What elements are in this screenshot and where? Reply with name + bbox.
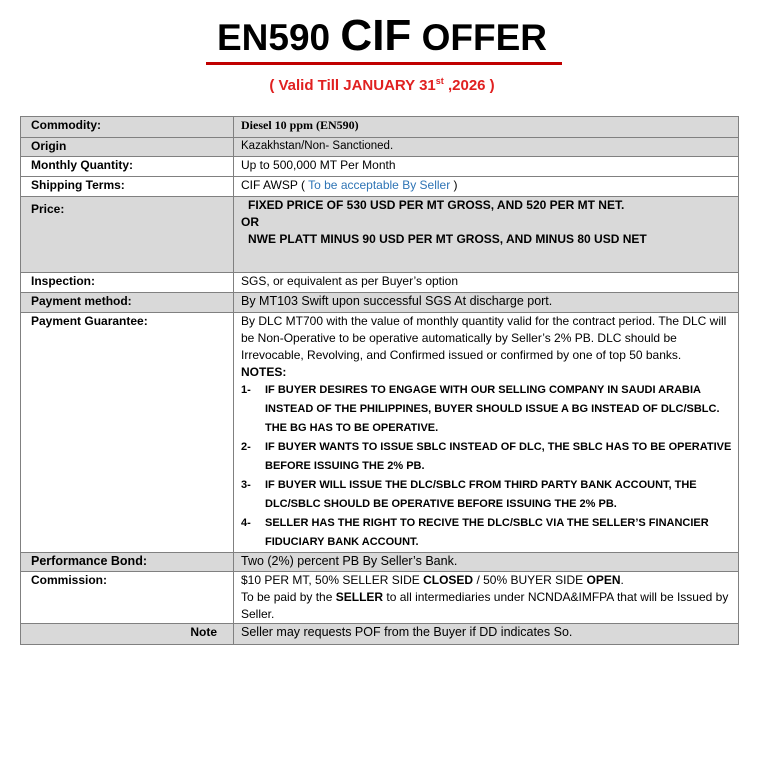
title-part-en590: EN590 bbox=[217, 17, 341, 58]
value-note: Seller may requests POF from the Buyer if DD indicates So. bbox=[234, 624, 739, 645]
note-text: IF BUYER WANTS TO ISSUE SBLC INSTEAD OF DLC, THE SBLC HAS TO BE OPERATIVE BEFORE ISSUING THE 2% PB. bbox=[265, 441, 732, 472]
label-payment-method: Payment method: bbox=[21, 293, 234, 313]
price-line-fixed: FIXED PRICE OF 530 USD PER MT GROSS, AND 520 PER MT NET. bbox=[248, 198, 625, 212]
commission-payer: SELLER bbox=[335, 590, 384, 604]
notes-heading: NOTES: bbox=[241, 365, 287, 379]
value-commission bbox=[234, 572, 739, 624]
row-monthly-quantity bbox=[21, 157, 739, 177]
label-price: Price: bbox=[21, 197, 234, 273]
label-commodity: Commodity: bbox=[21, 117, 234, 138]
row-commission bbox=[21, 572, 739, 624]
note-item bbox=[241, 514, 732, 552]
note-text: SELLER HAS THE RIGHT TO RECIVE THE DLC/SBLC VIA THE SELLER’S FINANCIER FIDUCIARY BANK ACCOUNT. bbox=[265, 517, 709, 548]
label-inspection: Inspection: bbox=[21, 273, 234, 293]
payment-guarantee-text: By DLC MT700 with the value of monthly quantity valid for the contract period. The DLC will be Non-Operative to be operative automatically by Seller’s 2% PB. DLC should be Irrevocable, Revolving, and Confirmed issued or confirmed by one of top 50 banks. bbox=[241, 314, 727, 362]
note-number: 4- bbox=[241, 517, 251, 529]
label-shipping-terms: Shipping Terms: bbox=[21, 177, 234, 197]
note-number: 3- bbox=[241, 479, 251, 491]
row-shipping-terms bbox=[21, 177, 739, 197]
price-line-platt: NWE PLATT MINUS 90 USD PER MT GROSS, AND MINUS 80 USD NET bbox=[248, 232, 647, 246]
row-inspection bbox=[21, 273, 739, 293]
value-price bbox=[234, 197, 739, 273]
offer-table bbox=[20, 116, 739, 645]
note-item bbox=[241, 438, 732, 476]
value-shipping-terms bbox=[234, 177, 739, 197]
validity-text: ( Valid Till JANUARY 31 bbox=[269, 77, 436, 94]
commission-payment-terms: to all intermediaries under NCNDA&IMFPA that will be Issued by Seller. bbox=[241, 590, 729, 621]
commission-line-payment bbox=[241, 589, 732, 623]
title-part-cif: CIF bbox=[340, 11, 412, 60]
row-performance-bond bbox=[21, 553, 739, 572]
commission-payment-text: To be paid by the bbox=[241, 590, 336, 604]
shipping-terms-prefix: CIF AWSP ( bbox=[241, 178, 309, 192]
row-payment-method bbox=[21, 293, 739, 313]
row-commodity bbox=[21, 117, 739, 138]
value-origin: Kazakhstan/Non- Sanctioned. bbox=[234, 138, 739, 157]
validity-ordinal: st bbox=[435, 76, 444, 86]
row-payment-guarantee bbox=[21, 313, 739, 553]
note-item bbox=[241, 381, 732, 438]
notes-list bbox=[241, 381, 732, 552]
commission-split-text: $10 PER MT, 50% SELLER SIDE bbox=[241, 573, 424, 587]
row-note bbox=[21, 624, 739, 645]
value-payment-guarantee bbox=[234, 313, 739, 553]
label-origin: Origin bbox=[21, 138, 234, 157]
title-part-offer: OFFER bbox=[411, 17, 547, 58]
value-monthly-quantity: Up to 500,000 MT Per Month bbox=[234, 157, 739, 177]
page-title bbox=[0, 11, 764, 60]
value-inspection: SGS, or equivalent as per Buyer’s option bbox=[234, 273, 739, 293]
validity-line bbox=[0, 76, 764, 94]
commission-line-split bbox=[241, 572, 732, 589]
price-line-or: OR bbox=[241, 215, 259, 229]
label-monthly-quantity: Monthly Quantity: bbox=[21, 157, 234, 177]
row-price bbox=[21, 197, 739, 273]
value-payment-method: By MT103 Swift upon successful SGS At discharge port. bbox=[234, 293, 739, 313]
label-note: Note bbox=[21, 624, 234, 645]
value-commodity: Diesel 10 ppm (EN590) bbox=[234, 117, 739, 138]
note-number: 1- bbox=[241, 384, 251, 396]
note-item bbox=[241, 476, 732, 514]
commission-seller-status: CLOSED bbox=[423, 573, 474, 587]
title-underline bbox=[206, 62, 562, 65]
commission-buyer-status: OPEN bbox=[586, 573, 621, 587]
label-commission: Commission: bbox=[21, 572, 234, 624]
row-origin bbox=[21, 138, 739, 157]
label-payment-guarantee: Payment Guarantee: bbox=[21, 313, 234, 553]
shipping-terms-condition: To be acceptable By Seller bbox=[308, 178, 451, 192]
note-number: 2- bbox=[241, 441, 251, 453]
validity-year: ,2026 ) bbox=[443, 77, 495, 94]
label-performance-bond: Performance Bond: bbox=[21, 553, 234, 572]
shipping-terms-suffix: ) bbox=[450, 178, 458, 192]
commission-buyer-text: / 50% BUYER SIDE bbox=[473, 573, 587, 587]
note-text: IF BUYER DESIRES TO ENGAGE WITH OUR SELLING COMPANY IN SAUDI ARABIA INSTEAD OF THE PHILIPPINES, BUYER SHOULD ISSUE A BG INSTEAD OF DLC/SBLC. THE BG HAS TO BE OPERATIVE. bbox=[265, 384, 720, 434]
commission-period: . bbox=[620, 573, 624, 587]
value-performance-bond: Two (2%) percent PB By Seller’s Bank. bbox=[234, 553, 739, 572]
note-text: IF BUYER WILL ISSUE THE DLC/SBLC FROM THIRD PARTY BANK ACCOUNT, THE DLC/SBLC SHOULD BE OPERATIVE BEFORE ISSUING THE 2% PB. bbox=[265, 479, 697, 510]
